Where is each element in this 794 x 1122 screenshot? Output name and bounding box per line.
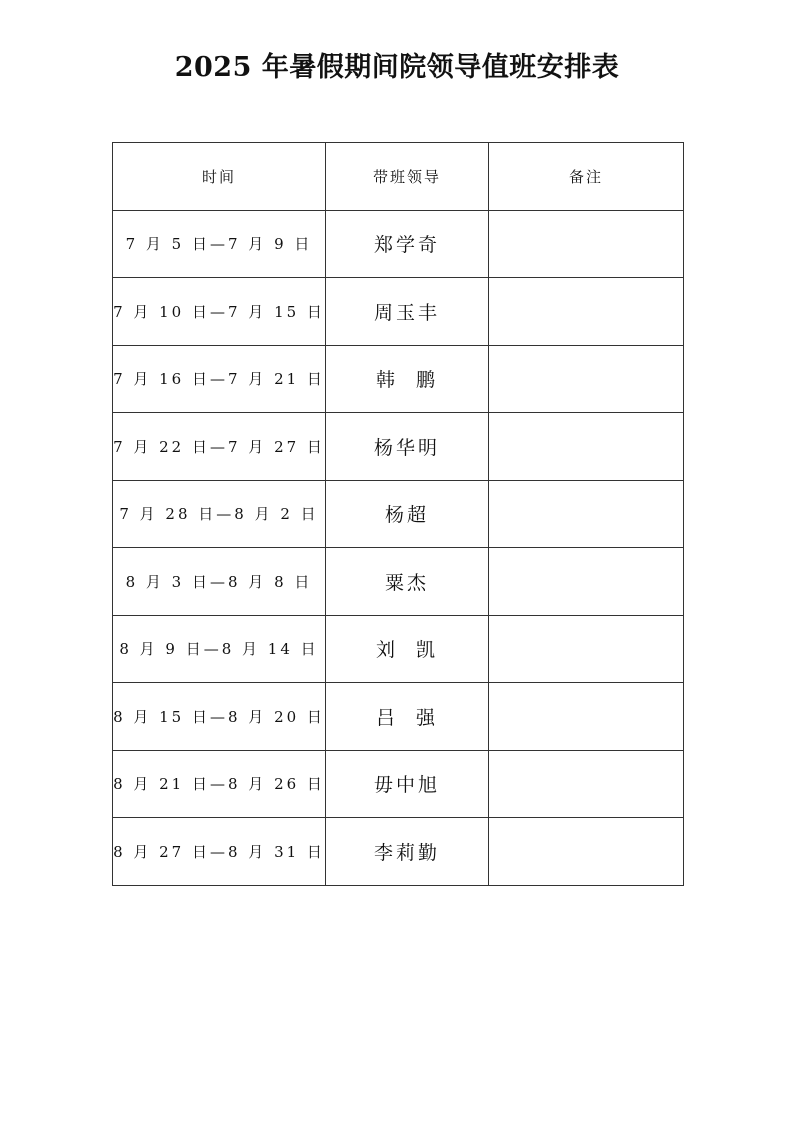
header-note: 备注 bbox=[489, 143, 684, 211]
leader-cell: 郑学奇 bbox=[326, 210, 489, 278]
table-row bbox=[113, 345, 684, 413]
leader-cell: 毋中旭 bbox=[326, 750, 489, 818]
leader-cell: 韩 鹏 bbox=[326, 345, 489, 413]
time-cell: 7 月 22 日—7 月 27 日 bbox=[113, 413, 326, 481]
table-row bbox=[113, 548, 684, 616]
note-cell bbox=[489, 278, 684, 346]
table-header-row bbox=[113, 143, 684, 211]
table-row bbox=[113, 210, 684, 278]
note-cell bbox=[489, 818, 684, 886]
time-cell: 7 月 28 日—8 月 2 日 bbox=[113, 480, 326, 548]
header-time: 时间 bbox=[113, 143, 326, 211]
time-cell: 8 月 15 日—8 月 20 日 bbox=[113, 683, 326, 751]
time-cell: 8 月 21 日—8 月 26 日 bbox=[113, 750, 326, 818]
leader-cell: 李莉勤 bbox=[326, 818, 489, 886]
leader-cell: 吕 强 bbox=[326, 683, 489, 751]
note-cell bbox=[489, 413, 684, 481]
time-cell: 7 月 16 日—7 月 21 日 bbox=[113, 345, 326, 413]
time-cell: 8 月 3 日—8 月 8 日 bbox=[113, 548, 326, 616]
time-cell: 7 月 10 日—7 月 15 日 bbox=[113, 278, 326, 346]
note-cell bbox=[489, 683, 684, 751]
note-cell bbox=[489, 750, 684, 818]
note-cell bbox=[489, 548, 684, 616]
table-row bbox=[113, 615, 684, 683]
note-cell bbox=[489, 210, 684, 278]
note-cell bbox=[489, 615, 684, 683]
time-cell: 7 月 5 日—7 月 9 日 bbox=[113, 210, 326, 278]
table-row bbox=[113, 818, 684, 886]
table-row bbox=[113, 683, 684, 751]
note-cell bbox=[489, 480, 684, 548]
table-row bbox=[113, 750, 684, 818]
duty-schedule-table bbox=[112, 142, 684, 886]
note-cell bbox=[489, 345, 684, 413]
leader-cell: 周玉丰 bbox=[326, 278, 489, 346]
page-title: 2025 年暑假期间院领导值班安排表 bbox=[174, 52, 620, 83]
header-leader: 带班领导 bbox=[326, 143, 489, 211]
leader-cell: 杨超 bbox=[326, 480, 489, 548]
time-cell: 8 月 27 日—8 月 31 日 bbox=[113, 818, 326, 886]
table-row bbox=[113, 413, 684, 481]
time-cell: 8 月 9 日—8 月 14 日 bbox=[113, 615, 326, 683]
table-row bbox=[113, 480, 684, 548]
table-row bbox=[113, 278, 684, 346]
leader-cell: 杨华明 bbox=[326, 413, 489, 481]
leader-cell: 粟杰 bbox=[326, 548, 489, 616]
leader-cell: 刘 凯 bbox=[326, 615, 489, 683]
